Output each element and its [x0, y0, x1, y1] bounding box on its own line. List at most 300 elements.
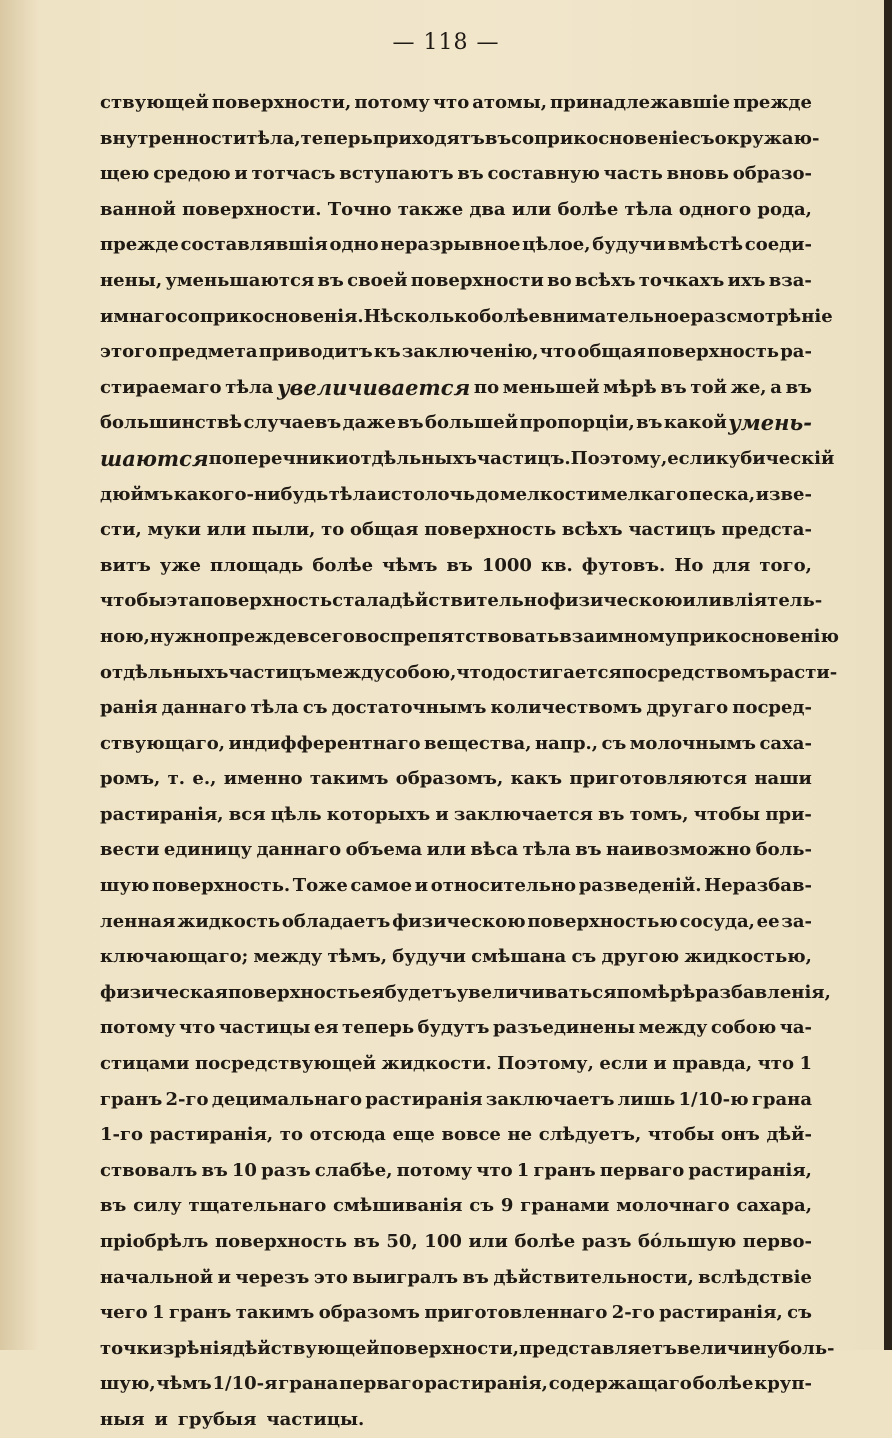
word: саха- [759, 732, 812, 754]
word: между [315, 661, 385, 683]
text-line [100, 263, 812, 299]
word: воспрепятствовать [354, 625, 560, 647]
text-line [100, 477, 812, 513]
word: и [435, 803, 449, 825]
word: дѣйствующей [232, 1337, 380, 1359]
word: гранами [520, 1195, 610, 1217]
text-line [100, 975, 831, 1011]
word: образо- [732, 163, 812, 185]
text-line [100, 227, 812, 263]
word: или [682, 590, 722, 612]
text-line [100, 1402, 812, 1438]
word: общая [577, 341, 646, 363]
word: разбавленія, [695, 981, 831, 1003]
word: въ [484, 127, 512, 149]
word: вѣса [470, 839, 519, 861]
text-line [100, 1010, 812, 1046]
word: шую [100, 875, 150, 897]
word: слабѣе, [314, 1159, 393, 1181]
word: во [547, 269, 572, 291]
word: съ [787, 1302, 812, 1324]
body-text [100, 85, 839, 1438]
text-line [100, 832, 812, 868]
word: мѣрѣ [603, 376, 657, 398]
word: вновь [666, 163, 729, 185]
word: потому [396, 1159, 473, 1181]
word: обладаетъ [281, 910, 391, 932]
word: точкахъ [638, 269, 725, 291]
word: 50, [386, 1231, 418, 1252]
word: площадь [210, 554, 304, 576]
word: по [616, 981, 642, 1003]
word: выигралъ [352, 1266, 459, 1288]
word: чѣмъ [382, 554, 438, 576]
word: стала [332, 590, 391, 612]
word: смѣшиванія [333, 1195, 463, 1217]
word: тѣмъ, [327, 946, 388, 968]
word: бóльшую [637, 1231, 737, 1252]
word: вещества, [424, 732, 532, 754]
word: чтобы [693, 803, 761, 825]
word: кв. [540, 554, 573, 576]
word: тѣла [225, 376, 274, 398]
word: перваго [339, 1373, 424, 1395]
word: тѣла, [246, 127, 301, 149]
word: растиранія, [688, 1159, 812, 1181]
text-line [100, 1224, 812, 1260]
word: ною, [100, 625, 150, 647]
word: именно [223, 768, 303, 790]
word: съ [689, 127, 715, 149]
word: случаевъ [243, 412, 342, 434]
word: увеличивается [277, 374, 471, 400]
word: Поэтому, [570, 447, 668, 469]
word: кубическій [715, 447, 835, 469]
word: имнаго [100, 305, 177, 327]
word: вслѣдствіе [698, 1266, 812, 1288]
text-line [100, 1117, 812, 1153]
word: заключенію, [401, 341, 539, 363]
word: образомъ, [395, 768, 504, 790]
word: вліятель- [721, 590, 823, 612]
word: поверхностью [527, 910, 678, 932]
word: ея [359, 981, 385, 1003]
word: зрѣнія [162, 1337, 233, 1359]
word: частицы. [266, 1408, 365, 1430]
word: круп- [754, 1373, 812, 1395]
text-line [100, 85, 812, 121]
word: наивозможно [605, 839, 752, 861]
word: той [690, 376, 727, 398]
word: растиранія, [424, 1373, 548, 1395]
word: смѣшана [471, 946, 567, 968]
word: величину [676, 1337, 779, 1359]
word: уже [159, 554, 202, 576]
word: меньшей [502, 376, 600, 398]
word: стицами [100, 1053, 190, 1075]
word: поперечники [208, 447, 349, 469]
word: прикосновенію [676, 625, 839, 647]
word: лишь [617, 1088, 676, 1110]
word: въ [462, 1266, 489, 1288]
word: соприкосновенія. [176, 305, 364, 327]
word: 1000 [481, 554, 532, 576]
word: составную [487, 163, 600, 185]
word: истолочь [377, 483, 475, 505]
word: то [279, 1124, 303, 1146]
text-line [100, 121, 820, 157]
text-line [100, 548, 812, 584]
word: всего [296, 625, 355, 647]
word: прежде [100, 234, 179, 256]
word: грана [278, 1373, 339, 1395]
text-line [100, 583, 823, 619]
page-edge [884, 0, 892, 1350]
word: или [511, 198, 552, 220]
word: нужно [149, 625, 218, 647]
word: теперь [300, 127, 373, 149]
word: и [154, 1408, 168, 1430]
word: болѣе [557, 198, 619, 220]
text-line [100, 1188, 812, 1224]
word: также [397, 198, 464, 220]
word: какого-нибудь [173, 483, 329, 505]
word: поверхности [410, 269, 544, 291]
word: физическою [392, 910, 526, 932]
word: въ [660, 376, 687, 398]
word: разсмотрѣніе [690, 305, 833, 327]
word: составлявшія [180, 234, 328, 256]
text-line [100, 1153, 812, 1189]
word: часть [603, 163, 663, 185]
word: увеличиваться [456, 981, 617, 1003]
word: даннаго [161, 697, 247, 719]
word: болѣе [479, 305, 540, 327]
word: соприкосновеніе [511, 127, 690, 149]
word: съ [601, 732, 627, 754]
word: частицы [218, 1017, 311, 1039]
word: 1/10-ю [678, 1088, 749, 1110]
word: то [321, 519, 345, 541]
word: 2-го [165, 1088, 209, 1110]
word: въ [457, 163, 484, 185]
word: гранъ [100, 1088, 163, 1110]
word: расти- [770, 661, 838, 683]
word: и [653, 1053, 667, 1075]
word: рода, [757, 198, 812, 220]
word: чтобы [647, 1124, 715, 1146]
word: 9 [500, 1195, 514, 1217]
word: перво- [742, 1231, 812, 1252]
word: внутренности [100, 127, 247, 149]
word: частицъ. [476, 447, 571, 469]
word: боль- [755, 839, 812, 861]
word: потому [354, 92, 430, 113]
word: Нѣсколько [363, 305, 480, 327]
word: вовсе [441, 1124, 501, 1146]
word: средою [153, 163, 231, 185]
word: децимальнаго [211, 1088, 363, 1110]
text-line [100, 939, 812, 975]
word: посредствомъ [621, 661, 771, 683]
word: что [178, 1017, 216, 1039]
word: молочнаго [616, 1195, 730, 1217]
word: эта [166, 590, 201, 612]
word: ствовалъ [100, 1159, 198, 1181]
text-line [100, 512, 812, 548]
word: что [539, 341, 577, 363]
word: это [313, 1266, 348, 1288]
word: вступаютъ [339, 163, 454, 185]
word: единицу [163, 839, 253, 861]
word: разъ [261, 1159, 311, 1181]
word: не [507, 1124, 533, 1146]
word: предмета [158, 341, 258, 363]
word: 2-го [611, 1302, 655, 1324]
word: окружаю- [714, 127, 820, 149]
word: сти, [100, 519, 142, 541]
text-line [100, 1260, 812, 1296]
word: ленная [100, 910, 176, 932]
word: такимъ [235, 1302, 315, 1324]
word: вести [100, 839, 160, 861]
word: между [253, 946, 323, 968]
word: количествомъ [490, 697, 643, 719]
word: тѣла [250, 697, 299, 719]
word: неразрывное [380, 234, 521, 256]
word: чтобы [100, 590, 167, 612]
word: тѣла [522, 839, 571, 861]
word: принадлежавшіе [550, 92, 731, 113]
word: приводитъ [258, 341, 373, 363]
word: пыли, [251, 519, 316, 541]
word: въ [201, 1159, 228, 1181]
word: по [473, 376, 500, 398]
word: еще [392, 1124, 435, 1146]
text-line [100, 726, 812, 762]
word: поверхности, [379, 1337, 519, 1359]
word: физическою [548, 590, 683, 612]
text-line [100, 1046, 812, 1082]
word: точки [100, 1337, 163, 1359]
word: содержащаго [548, 1373, 692, 1395]
word: съ [571, 946, 597, 968]
word: тотчасъ [251, 163, 336, 185]
word: грана [751, 1088, 812, 1110]
word: изве- [755, 483, 812, 505]
word: слѣдуетъ, [538, 1124, 642, 1146]
word: черезъ [235, 1266, 310, 1288]
word: собою, [384, 661, 457, 683]
word: жидкостью, [684, 946, 812, 968]
word: въ [598, 803, 625, 825]
word: цѣль [270, 803, 322, 825]
text-line [100, 156, 812, 192]
word: относительно [430, 875, 577, 897]
word: этого [100, 341, 158, 363]
word: поверхности, [211, 92, 352, 113]
word: песка, [688, 483, 756, 505]
word: собою [710, 1017, 777, 1039]
text-line [100, 1331, 835, 1367]
word: отдѣльныхъ [100, 661, 229, 683]
word: пріобрѣлъ [100, 1231, 209, 1252]
word: и [234, 163, 248, 185]
word: одного [678, 198, 752, 220]
page-number: — 118 — [392, 30, 500, 55]
word: одно [329, 234, 379, 256]
word: будутъ [417, 1017, 490, 1039]
word: что [456, 661, 493, 683]
word: силу [133, 1195, 182, 1217]
word: дюймъ [100, 483, 174, 505]
word: Поэтому, [497, 1053, 594, 1075]
word: взаимному [559, 625, 677, 647]
word: заключаетъ [485, 1088, 615, 1110]
word: поверхность [227, 981, 360, 1003]
word: до [475, 483, 500, 505]
word: растиранія, [100, 803, 224, 825]
word: 100 [424, 1231, 462, 1252]
word: умень- [728, 410, 812, 436]
word: будетъ [384, 981, 457, 1003]
text-line [100, 619, 839, 655]
word: вмѣстѣ [667, 234, 744, 256]
word: щею [100, 163, 150, 185]
word: которыхъ [326, 803, 431, 825]
word: же, [730, 376, 767, 398]
word: будучи [592, 234, 666, 256]
word: поверхность [214, 1231, 347, 1252]
word: перваго [599, 1159, 685, 1181]
word: растиранія, [149, 1124, 274, 1146]
word: потому [100, 1017, 176, 1039]
word: вза- [768, 269, 812, 291]
word: вся [228, 803, 266, 825]
word: ея [313, 1017, 339, 1039]
word: боль- [778, 1337, 835, 1359]
word: всѣхъ [574, 269, 636, 291]
word: болѣе [692, 1373, 754, 1395]
text-line [100, 868, 812, 904]
word: въ [353, 1231, 380, 1252]
word: чѣмъ [156, 1373, 212, 1395]
word: что [476, 1159, 513, 1181]
word: какъ [510, 768, 563, 790]
word: того, [759, 554, 812, 576]
text-line [100, 1366, 812, 1402]
word: своей [347, 269, 408, 291]
word: правда, [672, 1053, 753, 1075]
word: всѣхъ [561, 519, 623, 541]
word: два [469, 198, 506, 220]
word: стираемаго [100, 376, 222, 398]
word: гранъ [169, 1302, 232, 1324]
word: или [468, 1231, 508, 1252]
word: тщательнаго [188, 1195, 327, 1217]
text-line [100, 1082, 812, 1118]
word: въ [785, 376, 812, 398]
word: отдѣльныхъ [348, 447, 477, 469]
word: прежде [733, 92, 812, 113]
word: томъ, [629, 803, 689, 825]
word: или [426, 839, 466, 861]
word: гранъ [533, 1159, 596, 1181]
word: нены, [100, 269, 163, 291]
word: 1/10-я [212, 1373, 278, 1395]
word: что [757, 1053, 794, 1075]
word: 1 [152, 1302, 165, 1324]
word: если [599, 1053, 648, 1075]
word: пропорціи, [519, 412, 635, 434]
word: поверхность [424, 519, 557, 541]
word: онъ [720, 1124, 760, 1146]
word: 1-го [100, 1124, 144, 1146]
word: частицъ [228, 661, 316, 683]
word: и [217, 1266, 231, 1288]
word: дѣйствительности, [493, 1266, 694, 1288]
word: внимательное [540, 305, 691, 327]
word: уменьшаются [165, 269, 315, 291]
word: Но [674, 554, 704, 576]
word: въ [636, 412, 663, 434]
word: атомы, [472, 92, 548, 113]
word: поверхность. [151, 875, 291, 897]
word: прежде [217, 625, 297, 647]
word: объема [345, 839, 423, 861]
word: дѣйствительно [390, 590, 549, 612]
word: и [414, 875, 429, 897]
text-line [100, 1295, 812, 1331]
word: въ [100, 1195, 127, 1217]
word: соеди- [744, 234, 812, 256]
word: ныя [100, 1408, 145, 1430]
word: индифферентнаго [228, 732, 421, 754]
text-line [100, 405, 812, 441]
word: ромъ, [100, 768, 161, 790]
word: а [770, 376, 782, 398]
word: что [432, 92, 470, 113]
word: при- [765, 803, 812, 825]
word: напр., [534, 732, 599, 754]
text-line [100, 690, 812, 726]
word: съ [302, 697, 328, 719]
word: Неразбав- [704, 875, 812, 897]
word: достаточнымъ [331, 697, 487, 719]
word: достигается [492, 661, 622, 683]
word: къ [373, 341, 401, 363]
word: муки [147, 519, 201, 541]
word: ствующаго, [100, 732, 226, 754]
word: ее [756, 910, 780, 932]
word: приготовленнаго [424, 1302, 608, 1324]
word: мелкости [499, 483, 601, 505]
word: мелкаго [600, 483, 689, 505]
word: поверхность [647, 341, 779, 363]
word: физическая [100, 981, 228, 1003]
word: мѣрѣ [641, 981, 696, 1003]
word: разведеній. [578, 875, 702, 897]
word: жидкости. [381, 1053, 492, 1075]
word: т. [167, 768, 186, 790]
word: начальной [100, 1266, 214, 1288]
word: въ [575, 839, 602, 861]
word: шую, [100, 1373, 156, 1395]
word: жидкость [177, 910, 281, 932]
word: Точно [327, 198, 392, 220]
word: Тоже [292, 875, 348, 897]
word: приготовляются [569, 768, 748, 790]
